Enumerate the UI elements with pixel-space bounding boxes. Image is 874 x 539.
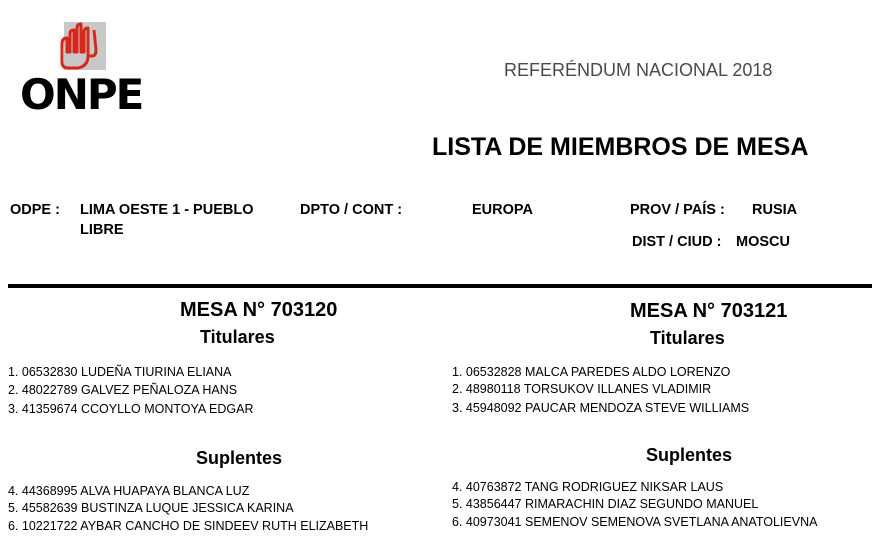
mesa-1-titular-3: 3. 41359674 CCOYLLO MONTOYA EDGAR [8,402,254,416]
mesa-2-suplente-5: 5. 43856447 RIMARACHIN DIAZ SEGUNDO MANUEL [452,497,759,511]
dpto-value: EUROPA [472,202,533,218]
odpe-value-line2: LIBRE [80,222,124,238]
dist-value: MOSCU [736,234,790,250]
mesa-2-titulares-heading: Titulares [650,328,725,348]
mesa-1-titular-1: 1. 06532830 LUDEÑA TIURINA ELIANA [8,365,232,379]
mesa-2-titular-1: 1. 06532828 MALCA PAREDES ALDO LORENZO [452,365,731,379]
onpe-logo [20,22,150,117]
prov-value: RUSIA [752,202,798,218]
prov-label: PROV / PAÍS : [630,202,725,218]
mesa-1-suplentes-heading: Suplentes [196,448,283,468]
mesa-1-suplente-4: 4. 44368995 ALVA HUAPAYA BLANCA LUZ [8,484,250,498]
mesa-2-suplente-4: 4. 40763872 TANG RODRIGUEZ NIKSAR LAUS [452,480,724,494]
referendum-title: REFERÉNDUM NACIONAL 2018 [504,60,773,80]
logo-text: ONPE [20,70,143,119]
mesa-1-titular-2: 2. 48022789 GALVEZ PEÑALOZA HANS [8,383,238,397]
header-divider [8,284,872,288]
mesa-2-suplente-6: 6. 40973041 SEMENOV SEMENOVA SVETLANA ANATOLIEVNA [452,515,818,529]
mesa-2-titular-3: 3. 45948092 PAUCAR MENDOZA STEVE WILLIAMS [452,401,750,415]
odpe-label: ODPE : [10,202,60,218]
mesa-2-titular-2: 2. 48980118 TORSUKOV ILLANES VLADIMIR [452,382,712,396]
dist-label: DIST / CIUD : [632,234,722,250]
odpe-value-line1: LIMA OESTE 1 - PUEBLO [80,202,254,218]
mesa-1-suplente-6: 6. 10221722 AYBAR CANCHO DE SINDEEV RUTH ELIZABETH [8,519,369,533]
mesa-1-suplente-5: 5. 45582639 BUSTINZA LUQUE JESSICA KARINA [8,501,294,515]
dpto-label: DPTO / CONT : [300,202,403,218]
mesa-2-title: MESA N° 703121 [630,300,788,322]
mesa-1-title: MESA N° 703120 [180,299,338,321]
mesa-2-suplentes-heading: Suplentes [646,445,733,465]
page-title: LISTA DE MIEMBROS DE MESA [432,133,809,161]
mesa-1-titulares-heading: Titulares [200,327,275,347]
